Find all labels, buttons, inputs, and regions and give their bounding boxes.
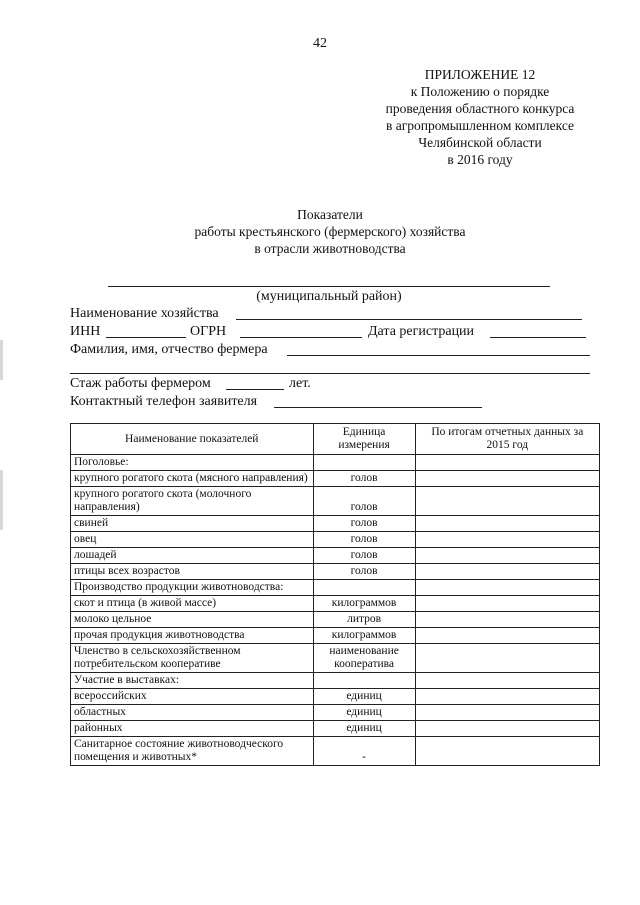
indicator-unit: литров [313, 612, 415, 628]
municipal-district-line[interactable] [108, 286, 550, 287]
indicator-name: Членство в сельскохозяйственном потребительском кооперативе [71, 644, 314, 673]
table-row [71, 532, 600, 548]
indicator-name: скот и птица (в живой массе) [71, 596, 314, 612]
indicator-name: овец [71, 532, 314, 548]
indicator-value-cell[interactable] [415, 737, 599, 766]
ogrn-label: ОГРН [190, 324, 227, 339]
farm-name-label: Наименование хозяйства [70, 306, 219, 321]
indicator-value-cell[interactable] [415, 487, 599, 516]
indicator-value-cell[interactable] [415, 612, 599, 628]
indicator-name: Участие в выставках: [71, 673, 314, 689]
table-row [71, 580, 600, 596]
header-name: Наименование показателей [71, 424, 314, 455]
indicator-unit: единиц [313, 705, 415, 721]
header-unit: Единица измерения [313, 424, 415, 455]
appendix-line: в 2016 году [447, 152, 513, 167]
scan-edge-mark [0, 340, 3, 380]
table-row [71, 612, 600, 628]
indicator-unit: голов [313, 516, 415, 532]
table-row [71, 471, 600, 487]
appendix-line: к Положению о порядке [410, 84, 550, 99]
table-row [71, 737, 600, 766]
farm-name-field [70, 306, 219, 322]
header-results: По итогам отчетных данных за 2015 год [415, 424, 599, 455]
indicator-name: прочая продукция животноводства [71, 628, 314, 644]
appendix-line: проведения областного конкурса [385, 101, 575, 116]
indicator-unit: голов [313, 487, 415, 516]
farm-name-blank[interactable] [236, 319, 582, 320]
indicator-value-cell[interactable] [415, 673, 599, 689]
experience-unit: лет. [289, 376, 311, 391]
table-row [71, 487, 600, 516]
table-row [71, 705, 600, 721]
indicator-name: птицы всех возрастов [71, 564, 314, 580]
indicator-unit: голов [313, 532, 415, 548]
indicator-value-cell[interactable] [415, 689, 599, 705]
phone-label: Контактный телефон заявителя [70, 394, 258, 409]
indicator-value-cell[interactable] [415, 644, 599, 673]
experience-blank[interactable] [226, 389, 284, 390]
title-line: работы крестьянского (фермерского) хозяйства [194, 224, 466, 239]
indicator-name: свиней [71, 516, 314, 532]
indicator-unit: единиц [313, 689, 415, 705]
indicator-value-cell[interactable] [415, 628, 599, 644]
indicator-unit [313, 673, 415, 689]
indicator-unit: голов [313, 548, 415, 564]
indicator-unit: единиц [313, 721, 415, 737]
table-row [71, 628, 600, 644]
municipal-district-label: (муниципальный район) [256, 289, 402, 304]
title-line: Показатели [297, 207, 363, 222]
table-row [71, 564, 600, 580]
appendix-line: в агропромышленном комплексе [385, 118, 575, 133]
indicator-name: областных [71, 705, 314, 721]
indicator-unit [313, 455, 415, 471]
indicator-name: всероссийских [71, 689, 314, 705]
indicator-name: крупного рогатого скота (молочного направления) [71, 487, 314, 516]
table-row [71, 516, 600, 532]
experience-label: Стаж работы фермером [70, 376, 211, 391]
table-row [71, 689, 600, 705]
indicators-table [70, 423, 600, 766]
document-title [0, 206, 640, 257]
indicator-value-cell[interactable] [415, 516, 599, 532]
title-line: в отрасли животноводства [254, 241, 406, 256]
appendix-line: Челябинской области [418, 135, 542, 150]
table-row [71, 548, 600, 564]
indicator-value-cell[interactable] [415, 721, 599, 737]
reg-date-blank[interactable] [490, 337, 586, 338]
inn-label: ИНН [70, 324, 101, 339]
table-row [71, 721, 600, 737]
page-number: 42 [313, 36, 327, 51]
indicator-value-cell[interactable] [415, 596, 599, 612]
indicator-name: Поголовье: [71, 455, 314, 471]
farmer-name-label: Фамилия, имя, отчество фермера [70, 342, 268, 357]
indicator-value-cell[interactable] [415, 548, 599, 564]
indicator-unit: килограммов [313, 628, 415, 644]
table-row [71, 673, 600, 689]
indicator-unit: - [313, 737, 415, 766]
table-row [71, 596, 600, 612]
scan-edge-mark [0, 470, 3, 530]
indicator-unit: голов [313, 471, 415, 487]
farmer-name-blank[interactable] [287, 355, 590, 356]
reg-date-label: Дата регистрации [368, 324, 475, 339]
appendix-line: ПРИЛОЖЕНИЕ 12 [424, 67, 536, 82]
phone-blank[interactable] [274, 407, 482, 408]
indicator-value-cell[interactable] [415, 532, 599, 548]
indicator-value-cell[interactable] [415, 471, 599, 487]
indicator-unit: килограммов [313, 596, 415, 612]
indicator-value-cell[interactable] [415, 455, 599, 471]
indicator-name: районных [71, 721, 314, 737]
indicator-name: крупного рогатого скота (мясного направления) [71, 471, 314, 487]
farmer-name-blank-2[interactable] [70, 373, 590, 374]
indicator-value-cell[interactable] [415, 564, 599, 580]
indicator-unit: наименование кооператива [313, 644, 415, 673]
indicator-value-cell[interactable] [415, 705, 599, 721]
indicator-name: Санитарное состояние животноводческого помещения и животных* [71, 737, 314, 766]
appendix-header [330, 66, 630, 168]
indicator-value-cell[interactable] [415, 580, 599, 596]
indicator-unit [313, 580, 415, 596]
indicator-name: молоко цельное [71, 612, 314, 628]
inn-blank[interactable] [106, 337, 186, 338]
table-row [71, 455, 600, 471]
indicator-name: Производство продукции животноводства: [71, 580, 314, 596]
table-header-row [71, 424, 600, 455]
table-row [71, 644, 600, 673]
indicator-unit: голов [313, 564, 415, 580]
indicator-name: лошадей [71, 548, 314, 564]
ogrn-blank[interactable] [240, 337, 362, 338]
